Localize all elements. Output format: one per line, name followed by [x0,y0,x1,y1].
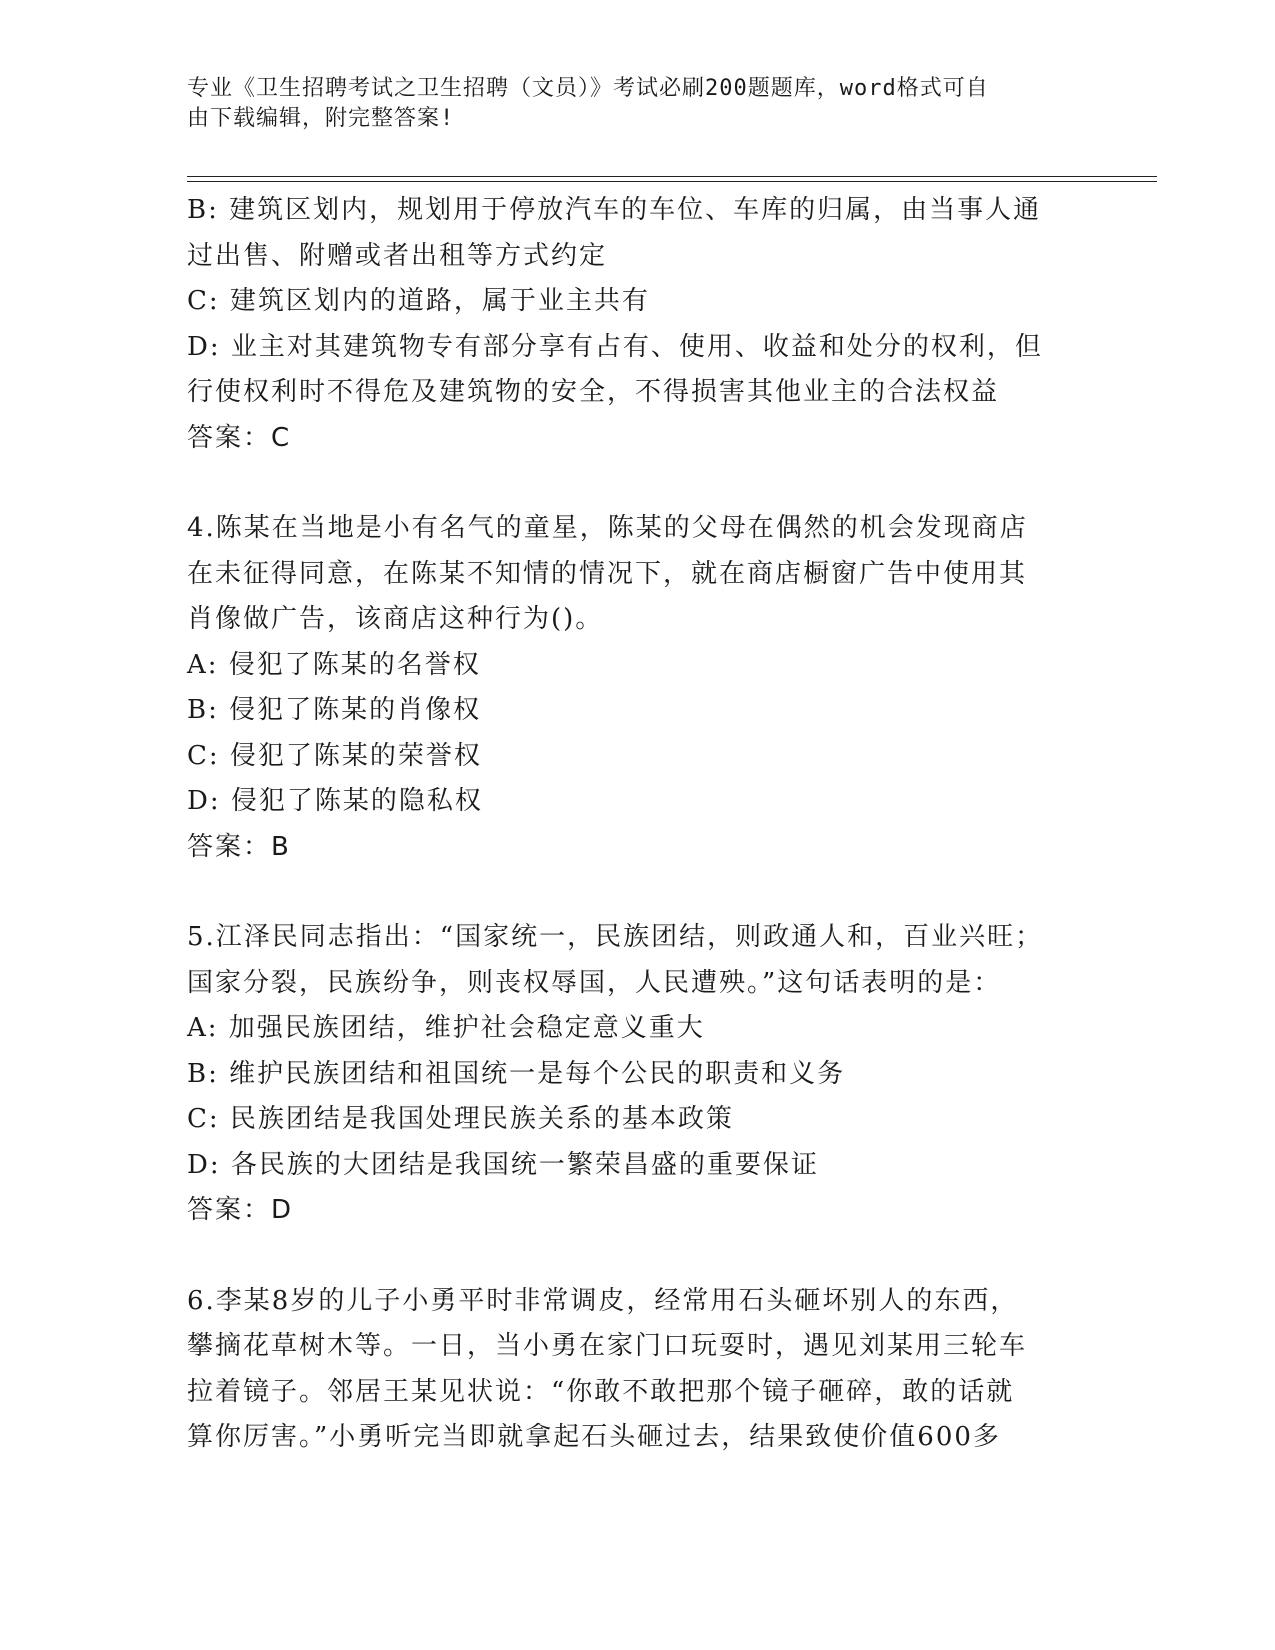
document-header [187,74,1077,134]
answer-line: 答案：C [187,422,292,453]
option-c: C: 侵犯了陈某的荣誉权 [187,740,482,771]
question-stem-line: 算你厉害。”小勇听完当即就拿起石头砸过去，结果致使价值600多 [187,1422,1001,1452]
question-5 [187,915,1087,1234]
question-6 [187,1279,1087,1461]
option-a: A: 加强民族团结，维护社会稳定意义重大 [187,1013,705,1043]
question-stem-line: 拉着镜子。邻居王某见状说：“你敢不敢把那个镜子砸碎，敢的话就 [187,1376,1015,1407]
header-divider [187,176,1157,182]
header-line: 由下载编辑，附完整答案! [187,106,455,131]
question-stem-line: 4.陈某在当地是小有名气的童星，陈某的父母在偶然的机会发现商店 [187,513,1028,543]
question-stem-line: 5.江泽民同志指出：“国家统一，民族团结，则政通人和，百业兴旺； [187,922,1044,952]
header-line: 专业《卫生招聘考试之卫生招聘（文员）》考试必刷200题题库，word格式可自 [187,76,989,101]
question-stem-line: 6.李某8岁的儿子小勇平时非常调皮，经常用石头砸坏别人的东西， [187,1285,1019,1316]
option-b-line: 过出售、附赠或者出租等方式约定 [187,240,608,271]
spacer [187,1234,1087,1279]
spacer [187,870,1087,915]
option-b-line: B: 建筑区划内，规划用于停放汽车的车位、车库的归属，由当事人通 [187,195,1042,225]
question-stem-line: 在未征得同意，在陈某不知情的情况下，就在商店橱窗广告中使用其 [187,558,1028,589]
option-d: D: 侵犯了陈某的隐私权 [187,786,483,816]
option-d-line: 行使权利时不得危及建筑物的安全，不得损害其他业主的合法权益 [187,377,1000,407]
question-stem-line: 攀摘花草树木等。一日，当小勇在家门口玩耍时，遇见刘某用三轮车 [187,1331,1028,1361]
question-3-continued [187,188,1087,461]
document-body [187,188,1087,1461]
option-d-line: D: 业主对其建筑物专有部分享有占有、使用、收益和处分的权利，但 [187,331,1043,362]
option-c: C: 建筑区划内的道路，属于业主共有 [187,286,650,316]
answer-line: 答案：D [187,1195,294,1225]
question-4 [187,506,1087,870]
option-a: A: 侵犯了陈某的名誉权 [187,649,481,680]
spacer [187,461,1087,506]
answer-line: 答案：B [187,831,291,862]
option-b: B: 侵犯了陈某的肖像权 [187,695,482,725]
option-d: D: 各民族的大团结是我国统一繁荣昌盛的重要保证 [187,1149,819,1180]
question-stem-line: 国家分裂，民族纷争，则丧权辱国，人民遭殃。”这句话表明的是： [187,967,1002,998]
option-c: C: 民族团结是我国处理民族关系的基本政策 [187,1104,734,1134]
option-b: B: 维护民族团结和祖国统一是每个公民的职责和义务 [187,1058,846,1089]
question-stem-line: 肖像做广告，该商店这种行为()。 [187,604,604,634]
